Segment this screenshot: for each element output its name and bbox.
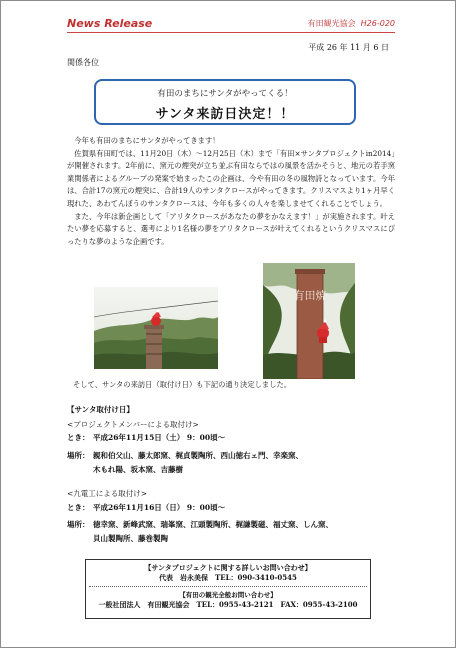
org-name: 有田観光協会	[307, 19, 356, 28]
chimney-photo-1-image	[94, 287, 218, 369]
photo-santa-chimney-2	[263, 263, 355, 379]
release-date: 平成 26 年 11 月 6 日	[308, 43, 389, 52]
group2-where-label: 場所：	[67, 520, 90, 529]
contact-tourism-info: 一般社団法人 有田観光協会 TEL：0955-43-2121 FAX：0955-43-2100	[98, 600, 358, 610]
news-release-label: News Release	[67, 17, 153, 30]
group2-when-label: とき：	[67, 503, 90, 512]
group2-where-line1: 徳幸窯、新峰武窯、瑞峯窯、江頭製陶所、梶謙製磁、福丈窯、しん窯、	[93, 520, 333, 529]
contact-project-heading: 【サンタプロジェクトに関する詳しいお問い合わせ】	[144, 563, 312, 572]
chimney-lettering: 有田焼	[293, 289, 327, 302]
group1-title: <プロジェクトメンバーによる取付け>	[67, 420, 199, 429]
paragraph-new-plan: また、今年は新企画として「アリタクロースがあなたの夢をかなえます！」が実施されます。叶えたい夢を応募すると、選考により1名様の夢をアリタクロースが叶えてくれるというクリスマスにぴったりな夢のような企画です。	[67, 211, 395, 246]
header-bar	[67, 17, 395, 33]
schedule-heading: 【サンタ取付け日】	[67, 405, 134, 414]
group2-when: 平成26年11月16日（日） 9：00頃～	[93, 503, 226, 512]
group1-where-line1: 親和伯父山、藤太郎窯、梶貞製陶所、西山徳右ェ門、幸楽窯、	[93, 451, 303, 460]
group1-where-line2: 木もれ陽、坂本窯、吉藤樹	[93, 465, 183, 474]
schedule-intro: そして、サンタの来訪日（取付け日）も下記の通り決定しました。	[73, 380, 292, 389]
group2-where-line2: 貝山製陶所、藤巻製陶	[93, 534, 168, 543]
contact-divider	[89, 586, 367, 587]
paragraph-main: 佐賀県有田町では、11月20日（木）～12月25日（木）まで「有田×サンタプロジェクトin2014」が開催されます。2年前に、窯元の煙突が立ち並ぶ有田ならではの風景を活かそうと、地元の若手窯業関係者によるグループの発案で始まったこの企画は、今や有田の冬の風物詩となっています。今年は、合計17の窯元の煙突に、合計19人のサンタクロースがやってきます。クリスマスより1ヶ月早く現れた、あわてんぼうのサンタクロースは、今年も多くの人々を楽しませてくれることでしょう。	[67, 148, 395, 208]
header-org	[308, 18, 395, 29]
chimney-photo-2-image	[263, 263, 355, 379]
group1-when: 平成26年11月15日（土） 9：00頃～	[93, 433, 226, 442]
body-text	[67, 135, 395, 248]
group2-title: <九電工による取付け>	[67, 489, 148, 498]
addressee: 関係各位	[67, 58, 99, 67]
group1-where-label: 場所：	[67, 451, 90, 460]
contact-tourism-heading: 【有田の観光全般お問い合わせ】	[179, 590, 277, 599]
title-banner	[94, 79, 356, 125]
photo-santa-chimney-1	[94, 287, 218, 369]
banner-subtitle: 有田のまちにサンタがやってくる！	[157, 89, 293, 99]
banner-title: サンタ来訪日決定！！	[155, 107, 295, 122]
paragraph-intro: 今年も有田のまちにサンタがやってきます！	[74, 136, 220, 145]
contact-box	[85, 559, 371, 619]
group1-when-label: とき：	[67, 433, 90, 442]
contact-project-rep: 代表 岩永美保 TEL：090-3410-0545	[159, 572, 297, 582]
release-code: H26-020	[360, 19, 395, 28]
